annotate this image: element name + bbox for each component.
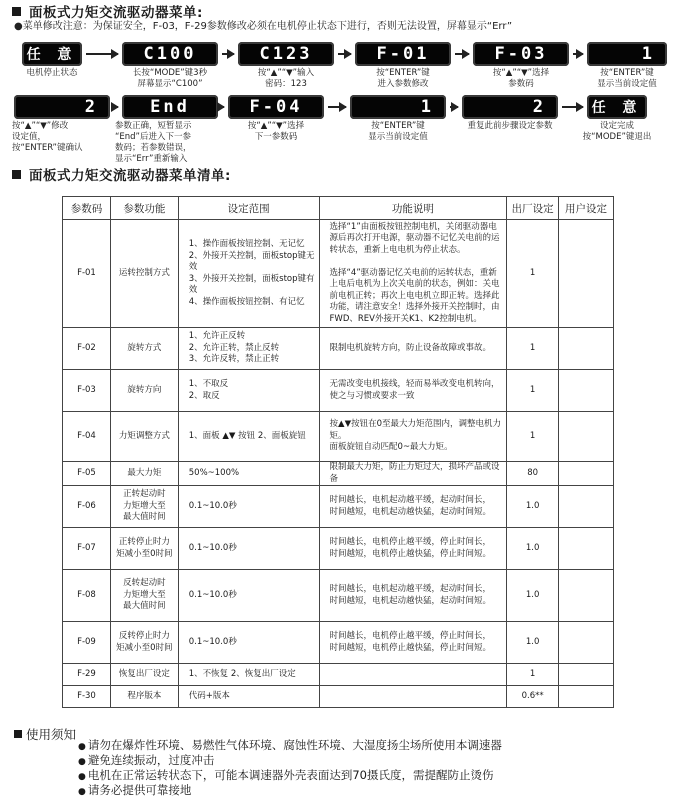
- lcd-display-r2-5: 2: [462, 95, 558, 119]
- param-code: F-30: [63, 686, 111, 708]
- lcd-display-r1-6: 1: [587, 42, 667, 66]
- param-description: 时间越长，电机起动越平缓，起动时间长， 时间越短，电机起动越快猛，起动时间短。: [319, 570, 507, 622]
- usage-title: 使用须知: [14, 725, 76, 743]
- param-factory-default: 0.6**: [507, 686, 559, 708]
- param-range: 0.1~10.0秒: [178, 622, 319, 664]
- param-function: 旋转方式: [110, 328, 178, 370]
- header-range: 设定范围: [178, 197, 319, 220]
- param-range: 50%~100%: [178, 462, 319, 486]
- flow-arrow-icon: [222, 106, 224, 108]
- lcd-display-r2-3: F-04: [228, 95, 324, 119]
- table-header-row: [63, 197, 614, 220]
- table-row: [63, 570, 614, 622]
- lcd-caption-r2-6: 设定完成 按“MODE”键退出: [582, 121, 652, 142]
- param-description: [319, 664, 507, 686]
- lcd-display-r2-2: End: [122, 95, 218, 119]
- param-description: 时间越长，电机停止越平缓，停止时间长， 时间越短，电机停止越快猛，停止时间短。: [319, 622, 507, 664]
- param-user-setting: [559, 622, 614, 664]
- param-range: 1、不取反 2、取反: [178, 370, 319, 412]
- lcd-caption-r1-3: 按“▲”“▼”输入 密码：123: [257, 68, 315, 89]
- param-code: F-05: [63, 462, 111, 486]
- param-range: 0.1~10.0秒: [178, 528, 319, 570]
- usage-item: ● 避免连续振动，过度冲击: [78, 754, 502, 769]
- param-code: F-07: [63, 528, 111, 570]
- lcd-caption-r2-4: 按“ENTER”键 显示当前设定值: [368, 121, 428, 142]
- param-function: 恢复出厂设定: [110, 664, 178, 686]
- param-user-setting: [559, 664, 614, 686]
- param-user-setting: [559, 686, 614, 708]
- lcd-display-r2-1: 2: [14, 95, 110, 119]
- flow-arrow-icon: [328, 106, 346, 108]
- table-row: [63, 328, 614, 370]
- param-factory-default: 1.0: [507, 570, 559, 622]
- table-row: [63, 686, 614, 708]
- table-row: [63, 370, 614, 412]
- lcd-display-r1-2: C100: [122, 42, 218, 66]
- header-code: 参数码: [63, 197, 111, 220]
- param-user-setting: [559, 528, 614, 570]
- usage-list: [78, 739, 502, 799]
- menu-notice: ●菜单修改注意：为保证安全，F-03，F-29参数修改必须在电机停止状态下进行，否则无法设置，屏幕显示“Err”: [14, 21, 513, 32]
- param-function: 反转起动时 力矩增大至 最大值时间: [110, 570, 178, 622]
- param-factory-default: 1: [507, 220, 559, 328]
- lcd-display-r1-4: F-01: [355, 42, 451, 66]
- param-range: 代码+版本: [178, 686, 319, 708]
- header-description: 功能说明: [319, 197, 507, 220]
- lcd-caption-r1-6: 按“ENTER”键 显示当前设定值: [597, 68, 657, 89]
- param-code: F-03: [63, 370, 111, 412]
- header-factory: 出厂设定: [507, 197, 559, 220]
- param-function: 程序版本: [110, 686, 178, 708]
- param-code: F-29: [63, 664, 111, 686]
- param-code: F-09: [63, 622, 111, 664]
- param-user-setting: [559, 462, 614, 486]
- param-description: 限制最大力矩，防止力矩过大，损坏产品或设备: [319, 462, 507, 486]
- table-row: [63, 412, 614, 462]
- param-range: 1、允许正反转 2、允许正转，禁止反转 3、允许反转，禁止正转: [178, 328, 319, 370]
- table-row: [63, 486, 614, 528]
- param-factory-default: 1: [507, 664, 559, 686]
- section-title-list: 面板式力矩交流驱动器菜单清单:: [12, 164, 231, 184]
- param-code: F-02: [63, 328, 111, 370]
- bullet-square-icon: [12, 7, 21, 16]
- flow-arrow-icon: [338, 53, 351, 55]
- lcd-display-r2-4: 1: [350, 95, 446, 119]
- flow-arrow-icon: [455, 53, 469, 55]
- param-factory-default: 1: [507, 412, 559, 462]
- table-row: [63, 462, 614, 486]
- lcd-caption-r2-2: 参数正确，短暂显示 “End”后进入下一参 数码；若参数错误， 显示“Err”重新输入: [115, 121, 192, 164]
- section-title-menu: 面板式力矩交流驱动器菜单:: [12, 1, 203, 21]
- param-function: 反转停止时力 矩减小至0时间: [110, 622, 178, 664]
- table-row: [63, 528, 614, 570]
- param-user-setting: [559, 486, 614, 528]
- bullet-square-icon: [12, 170, 21, 179]
- flow-arrow-icon: [450, 106, 458, 108]
- lcd-caption-r2-5: 重复此前步骤设定参数: [467, 121, 553, 131]
- param-factory-default: 80: [507, 462, 559, 486]
- lcd-caption-r2-3: 按“▲”“▼”选择 下一参数码: [247, 121, 305, 142]
- param-user-setting: [559, 412, 614, 462]
- param-user-setting: [559, 570, 614, 622]
- lcd-display-r1-1: 任 意: [22, 42, 82, 66]
- param-description: 限制电机旋转方向，防止设备故障或事故。: [319, 328, 507, 370]
- bullet-square-icon: [14, 730, 22, 738]
- lcd-caption-r1-2: 长按“MODE”键3秒 屏幕显示“C100”: [132, 68, 208, 89]
- header-function: 参数功能: [110, 197, 178, 220]
- param-factory-default: 1: [507, 370, 559, 412]
- lcd-caption-r1-1: 电机停止状态: [26, 68, 78, 78]
- param-description: 时间越长，电机起动越平缓，起动时间长， 时间越短，电机起动越快猛，起动时间短。: [319, 486, 507, 528]
- param-range: 0.1~10.0秒: [178, 486, 319, 528]
- param-description: 选择“1”由面板按钮控制电机，关闭驱动器电源后再次打开电源，驱动器不记忆关电前的运转状态，重新上电电机为停止状态。 选择“4”驱动器记忆关电前的运转状态，重新上电后电机为上次关电前的状态，例如：关电前电机正转；再次上电电机立即正转。选择此功能，请注意安全！选择外接开关控制时，由FWD、REV外接开关K1、K2控制电机。: [319, 220, 507, 328]
- usage-item: ● 请务必提供可靠接地: [78, 784, 502, 799]
- header-user: 用户设定: [559, 197, 614, 220]
- param-code: F-06: [63, 486, 111, 528]
- param-function: 旋转方向: [110, 370, 178, 412]
- lcd-caption-r2-1: 按“▲”“▼”修改 设定值， 按“ENTER”键确认: [12, 121, 83, 153]
- param-function: 正转停止时力 矩减小至0时间: [110, 528, 178, 570]
- param-factory-default: 1: [507, 328, 559, 370]
- param-code: F-04: [63, 412, 111, 462]
- param-description: 无需改变电机接线，轻而易举改变电机转向，使之与习惯或要求一致: [319, 370, 507, 412]
- flow-arrow-icon: [222, 53, 234, 55]
- param-code: F-01: [63, 220, 111, 328]
- param-function: 运转控制方式: [110, 220, 178, 328]
- param-user-setting: [559, 370, 614, 412]
- parameter-table: [62, 196, 614, 708]
- param-function: 力矩调整方式: [110, 412, 178, 462]
- param-range: 1、操作面板按钮控制、无记忆 2、外接开关控制，面板stop键无效 3、外接开关控制，面板stop键有效 4、操作面板按钮控制、有记忆: [178, 220, 319, 328]
- flow-arrow-icon: [573, 53, 583, 55]
- param-function: 正转起动时 力矩增大至 最大值时间: [110, 486, 178, 528]
- table-row: [63, 220, 614, 328]
- param-range: 1、不恢复 2、恢复出厂设定: [178, 664, 319, 686]
- param-user-setting: [559, 328, 614, 370]
- lcd-caption-r1-4: 按“ENTER”键 进入参数修改: [376, 68, 430, 89]
- param-function: 最大力矩: [110, 462, 178, 486]
- lcd-display-r1-5: F-03: [473, 42, 569, 66]
- usage-item: ● 请勿在爆炸性环境、易燃性气体环境、腐蚀性环境、大湿度扬尘场所使用本调速器: [78, 739, 502, 754]
- table-row: [63, 664, 614, 686]
- flow-arrow-icon: [562, 106, 583, 108]
- param-factory-default: 1.0: [507, 528, 559, 570]
- param-range: 0.1~10.0秒: [178, 570, 319, 622]
- param-description: 时间越长，电机停止越平缓，停止时间长， 时间越短，电机停止越快猛，停止时间短。: [319, 528, 507, 570]
- usage-item: ● 电机在正常运转状态下，可能本调速器外壳表面达到70摄氏度，需提醒防止烫伤: [78, 769, 502, 784]
- param-factory-default: 1.0: [507, 622, 559, 664]
- param-description: [319, 686, 507, 708]
- lcd-caption-r1-5: 按“▲”“▼”选择 参数码: [492, 68, 550, 89]
- table-row: [63, 622, 614, 664]
- flow-arrow-icon: [86, 53, 118, 55]
- lcd-display-r1-3: C123: [238, 42, 334, 66]
- param-code: F-08: [63, 570, 111, 622]
- lcd-display-r2-6: 任 意: [587, 95, 647, 119]
- param-range: 1、面板 ▲▼ 按钮 2、面板旋钮: [178, 412, 319, 462]
- param-factory-default: 1.0: [507, 486, 559, 528]
- param-description: 按▲▼按钮在0至最大力矩范围内，调整电机力矩。 面板旋钮自动匹配0~最大力矩。: [319, 412, 507, 462]
- param-user-setting: [559, 220, 614, 328]
- flow-arrow-icon: [114, 106, 118, 108]
